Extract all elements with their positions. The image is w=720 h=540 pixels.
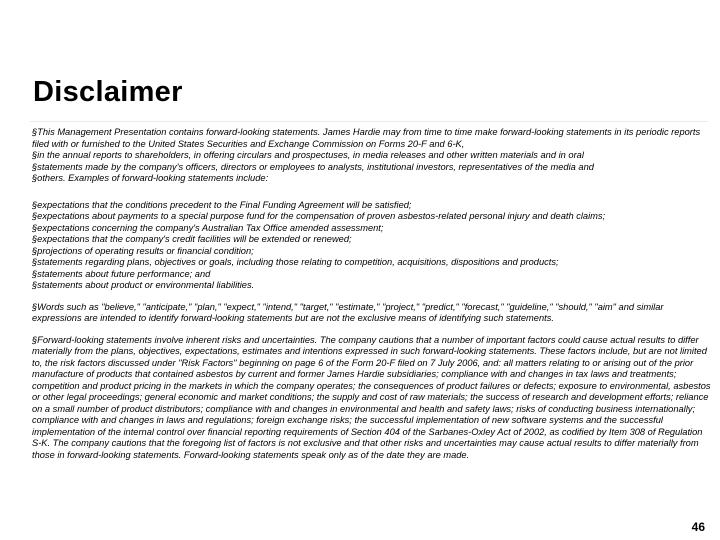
list-item: §expectations about payments to a special purpose fund for the compensation of proven asbestos-related personal injury and death claims; bbox=[32, 211, 606, 221]
list-item: §statements about product or environmental liabilities. bbox=[32, 280, 255, 290]
intro-paragraph bbox=[32, 127, 712, 185]
bullet-line: §others. Examples of forward-looking statements include: bbox=[32, 173, 269, 183]
title-divider bbox=[30, 121, 708, 122]
disclaimer-body bbox=[32, 127, 712, 461]
words-paragraph bbox=[32, 302, 712, 325]
list-item: §statements about future performance; and bbox=[32, 268, 211, 279]
list-item: §expectations concerning the company's Australian Tax Office amended assessment; bbox=[32, 222, 384, 233]
list-item: §expectations that the company's credit facilities will be extended or renewed; bbox=[32, 234, 352, 244]
page-title: Disclaimer bbox=[33, 76, 183, 108]
paragraph-text: §Forward-looking statements involve inherent risks and uncertainties. The company cautions that a number of important factors could cause actual results to differ materially from the plans, objectives, expectations, estimates and intentions expressed in such forward-looking statements. These factors include, but are not limited to, the risk factors discussed under "Risk Factors" beginning on page 6 of the Form 20-F filed on 7 July 2006, and: all matters relating to or arising out of the prior manufacture of products that contained asbestos by current and former James Hardie subsidiaries; compliance with and changes in tax laws and treatments; competition and product pricing in the markets in which the company operates; the consequences of product failures or defects; exposure to environmental, asbestos or other legal proceedings; general economic and market conditions; the supply and cost of raw materials; the success of research and development efforts; reliance on a small number of product distributors; compliance with and changes in environmental and health and safety laws; risks of conducting business internationally; compliance with and changes in laws and regulations; foreign exchange risks; the successful implementation of new software systems and the successful implementation of the internal control over financial reporting requirements of Section 404 of the Sarbanes-Oxley Act of 2002, as codified by Item 308 of Regulation S-K. The company cautions that the foregoing list of factors is not exclusive and that other risks and uncertainties may cause actual results to differ materially from those in forward-looking statements. Forward-looking statements speak only as of the date they are made. bbox=[32, 334, 711, 460]
examples-list bbox=[32, 200, 712, 292]
bullet-line: §This Management Presentation contains forward-looking statements. James Hardie may from time to time make forward-looking statements in its periodic reports filed with or furnished to the United States Securities and Exchange Commission on Forms 20-F and 6-K, bbox=[32, 127, 701, 149]
risks-paragraph bbox=[32, 335, 712, 462]
list-item: §projections of operating results or financial condition; bbox=[32, 245, 254, 256]
page-number: 46 bbox=[691, 520, 705, 534]
bullet-line: §statements made by the company's officers, directors or employees to analysts, institutional investors, representatives of the media and bbox=[32, 161, 594, 172]
list-item: §expectations that the conditions precedent to the Final Funding Agreement will be satisfied; bbox=[32, 199, 412, 210]
list-item: §statements regarding plans, objectives or goals, including those relating to competition, acquisitions, dispositions and products; bbox=[32, 257, 559, 267]
paragraph-text: §Words such as "believe," "anticipate," "plan," "expect," "intend," "target," "estimate," "project," "predict," "forecast," "guideline," "should," "aim" and similar expressions are intended to identify forward-looking statements but are not the exclusive means of identifying such statements. bbox=[32, 301, 664, 323]
bullet-line: §in the annual reports to shareholders, in offering circulars and prospectuses, in media releases and other written materials and in oral bbox=[32, 150, 584, 160]
